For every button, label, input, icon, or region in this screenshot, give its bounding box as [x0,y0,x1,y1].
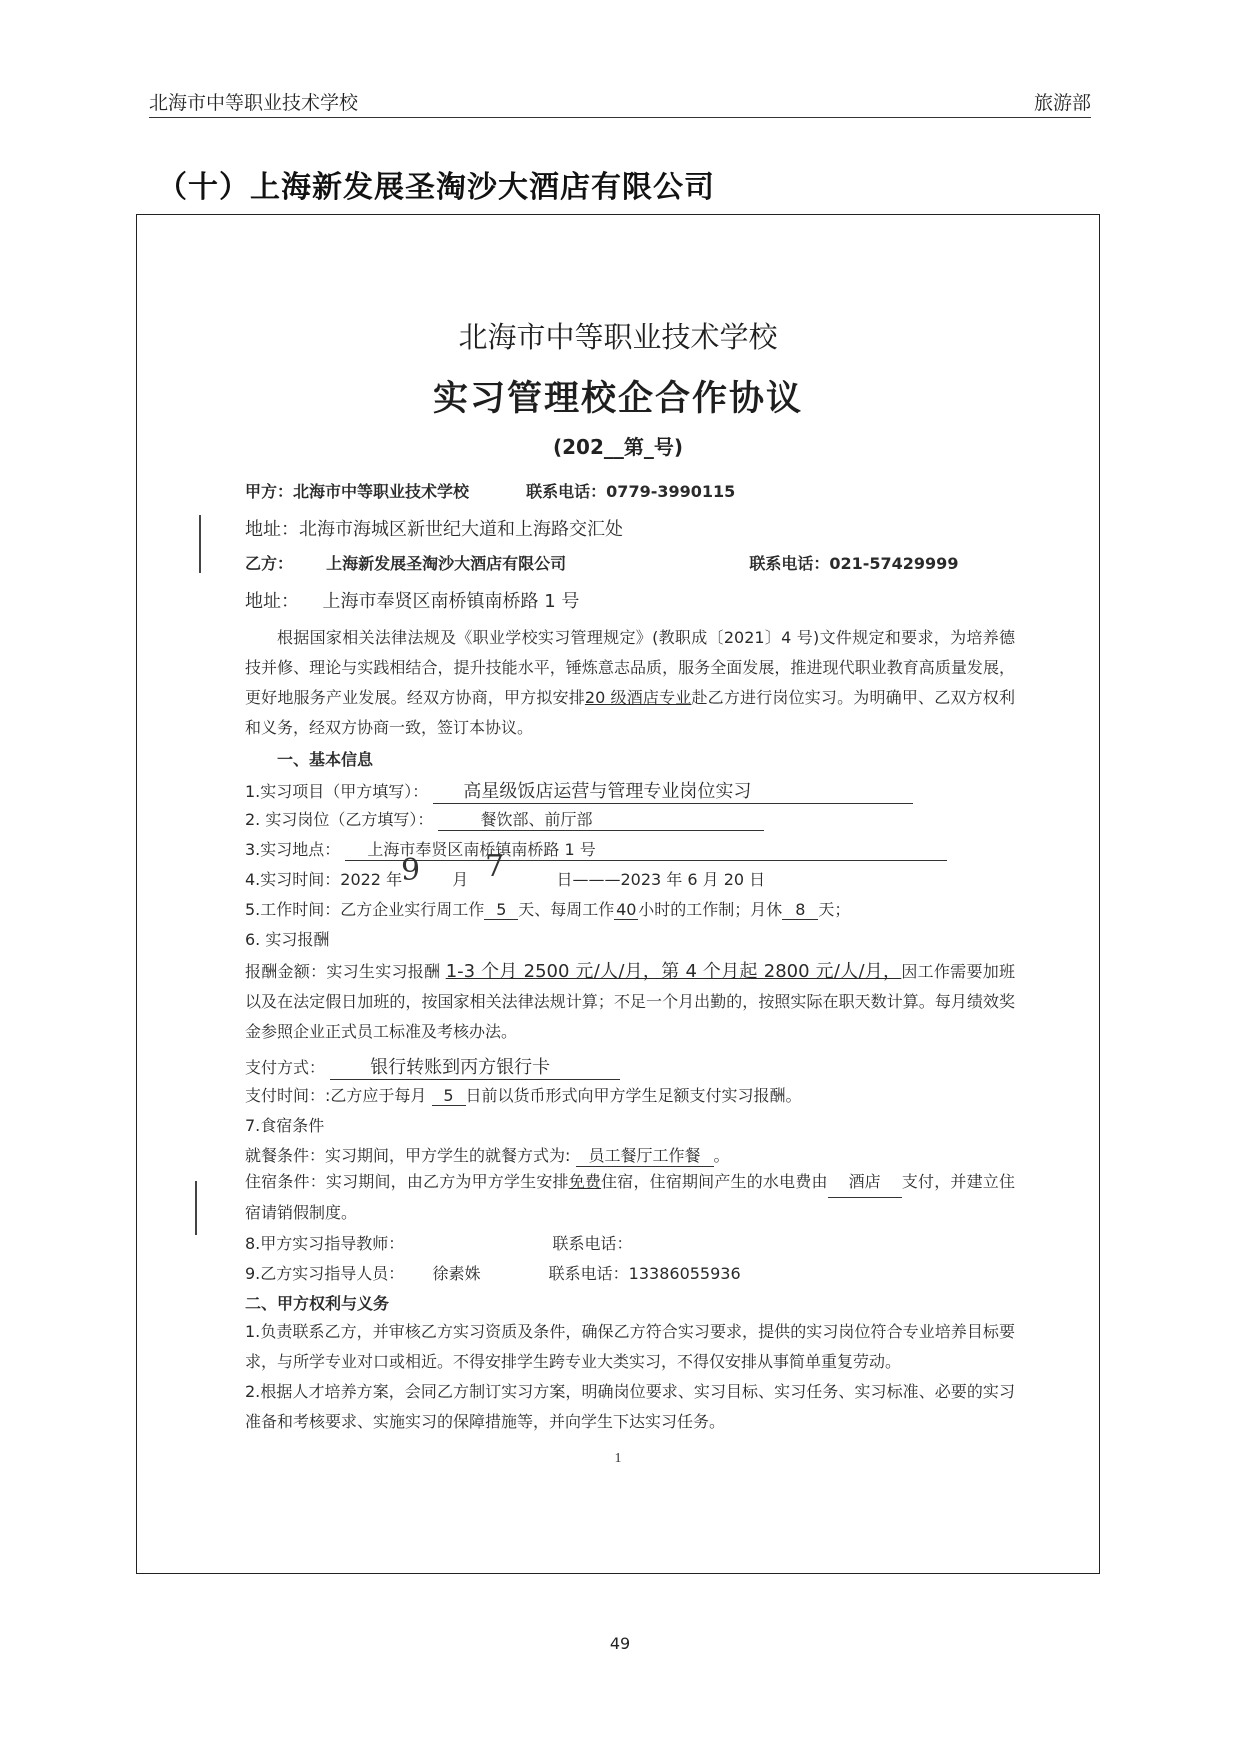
duty-1: 1.负责联系乙方，并审核乙方实习资质及条件，确保乙方符合实习要求，提供的实习岗位符合专业培养目标要求，与所学专业对口或相近。不得安排学生跨专业大类实习，不得仅安排从事简单重复劳动。 [245,1322,1015,1371]
party-b-line [245,551,958,574]
item-work-hours [245,897,850,920]
agreement-number: (202__第_号) [552,435,684,459]
item-position-value: 餐饮部、前厅部 [438,807,764,831]
item-project-label: 1.实习项目（甲方填写）： [245,782,429,801]
item-time-rest: 日———2023 年 6 月 20 日 [556,870,766,889]
instructor-phone: 联系电话：13386055936 [548,1264,741,1283]
scan-mark [199,515,201,573]
header-school: 北海市中等职业技术学校 [149,92,359,114]
intro-major: 20 级酒店专业 [584,688,692,707]
party-a-phone: 联系电话：0779-3990115 [526,482,736,501]
lodging-text-a: 住宿条件：实习期间，由乙方为甲方学生安排 [245,1172,569,1191]
scanned-agreement-frame [136,214,1100,1574]
intro-text-1: 根据国家相关法律法规及《职业学校实习管理规定》(教职成〔2021〕4 号)文件规定和要求，为培养德技并修、理论与实践相结合，提升技能水平，锤炼意志品质，服务全面发展，推进现代职业教育高质量发展，更好地服务产业发展。经双方协商，甲方拟安排 [245,628,1015,707]
meal-text-b: 。 [713,1146,730,1165]
pay-method-label: 支付方式： [245,1058,326,1077]
agreement-title: 实习管理校企合作协议 [432,379,803,419]
instructor-label: 9.乙方实习指导人员： [245,1264,405,1283]
handwritten-month: 9 [401,853,421,888]
meal-value: 员工餐厅工作餐 [576,1143,714,1167]
pay-time-text-a: 支付时间：:乙方应于每月 [245,1086,427,1105]
item-location [245,837,947,861]
item-time-month-label: 月 [452,870,469,889]
teacher-label: 8.甲方实习指导教师： [245,1234,405,1253]
pay-method [245,1053,620,1080]
header-rule [149,117,1091,118]
item-teacher [245,1231,632,1254]
party-b-label: 乙方： [245,554,294,573]
item-project-value: 高星级饭店运营与管理专业岗位实习 [433,777,913,804]
intro-paragraph [245,623,1015,743]
pay-time [245,1083,802,1106]
item-project [245,777,913,804]
work-hours-text-b: 天、每周工作 [518,900,615,919]
party-a-address: 地址：北海市海城区新世纪大道和上海路交汇处 [245,519,623,540]
section-title: （十）上海新发展圣淘沙大酒店有限公司 [157,170,715,205]
agreement-document [137,215,1099,1573]
item-board-title: 7.食宿条件 [245,1116,325,1135]
work-days-value: 5 [484,900,518,920]
party-b-phone: 联系电话：021-57429999 [749,554,959,573]
handwritten-day: 7 [485,849,505,884]
section-party-a-duties: 二、甲方权利与义务 [245,1294,390,1313]
item-location-value: 上海市奉贤区南桥镇南桥路 1 号 [345,837,947,861]
party-b-name: 上海新发展圣淘沙大酒店有限公司 [326,554,567,573]
lodging-free: 免费 [568,1172,602,1191]
work-hours-text-a: 5.工作时间：乙方企业实行周工作 [245,900,485,919]
work-hours-text-c: 小时的工作制；月休 [638,900,783,919]
duty-2: 2.根据人才培养方案，会同乙方制订实习方案，明确岗位要求、实习目标、实习任务、实习标准、必要的实习准备和考核要求、实施实习的保障措施等，并向学生下达实习任务。 [245,1382,1015,1431]
scan-mark [195,1181,197,1235]
lodging-text-c: 支付，并建立住宿请销假制度。 [245,1172,1015,1222]
section-basic-info: 一、基本信息 [277,750,374,769]
pay-time-text-b: 日前以货币形式向甲方学生足额支付实习报酬。 [465,1086,802,1105]
work-hours-value: 40 [616,900,637,919]
party-b-address-line [245,587,579,613]
agreement-school: 北海市中等职业技术学校 [458,320,778,354]
meal-condition [245,1143,730,1167]
party-b-address: 上海市奉贤区南桥镇南桥路 1 号 [322,591,580,612]
inner-page-number: 1 [614,1451,622,1466]
pay-rest: 因工作需要加班以及在法定假日加班的，按国家相关法律法规计算；不足一个月出勤的，按照实际在职天数计算。每月绩效奖金参照企业正式员工标准及考核办法。 [245,962,1015,1041]
item-position [245,807,764,831]
lodging-payer: 酒店 [828,1167,902,1198]
item-pay-title: 6. 实习报酬 [245,930,330,949]
item-position-label: 2. 实习岗位（乙方填写）： [245,810,434,829]
item-time-label: 4.实习时间：2022 年 [245,870,403,889]
lodging-text-b: 住宿，住宿期间产生的水电费由 [601,1172,828,1191]
page-number: 49 [609,1634,631,1653]
pay-method-value: 银行转账到丙方银行卡 [330,1053,620,1080]
pay-paragraph [245,957,1015,1047]
party-a-label: 甲方：北海市中等职业技术学校 [245,482,470,501]
days-off-value: 8 [782,900,818,920]
lodging-paragraph [245,1167,1015,1228]
meal-text-a: 就餐条件：实习期间，甲方学生的就餐方式为: [245,1146,571,1165]
party-b-address-label: 地址： [245,591,299,612]
header-department: 旅游部 [1033,92,1091,114]
item-location-label: 3.实习地点： [245,840,341,859]
instructor-name: 徐素姝 [432,1264,481,1283]
item-instructor [245,1261,741,1284]
pay-time-day: 5 [432,1086,466,1106]
item-time [245,867,765,890]
pay-label: 报酬金额：实习生实习报酬 [245,962,441,981]
pay-value: 1-3 个月 2500 元/人/月，第 4 个月起 2800 元/人/月， [445,961,902,982]
intro-text-2: 赴乙方进行岗位实习。为明确甲、乙双方权利和义务，经双方协商一致，签订本协议。 [245,688,1015,737]
work-hours-text-d: 天； [818,900,851,919]
party-a-line [245,479,735,502]
teacher-phone-label: 联系电话： [552,1234,633,1253]
